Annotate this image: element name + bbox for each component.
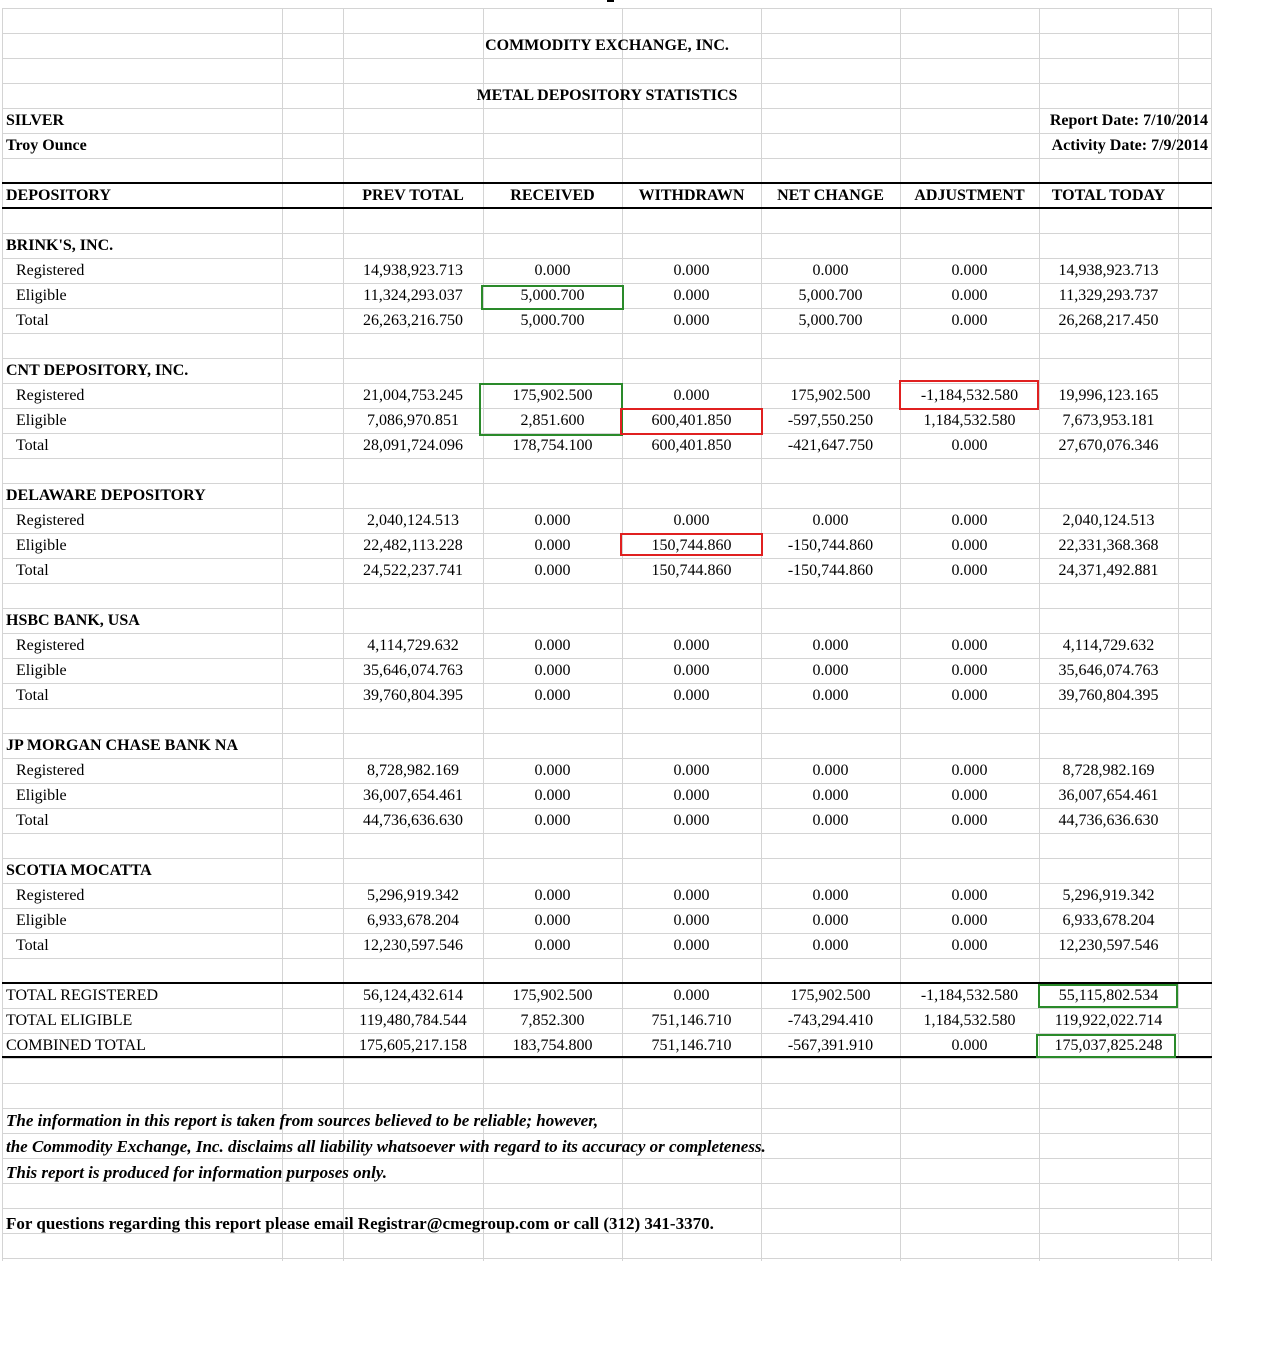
cell-received: 0.000 [534,262,571,279]
grid-hline [2,333,1212,334]
cell-total-today: 24,371,492.881 [1058,562,1159,579]
cell-adjustment: -1,184,532.580 [920,387,1019,404]
grid-hline [2,108,1212,109]
cell-received: 0.000 [534,762,571,779]
depository-header [2,858,1212,883]
cell-withdrawn: 0.000 [673,662,710,679]
row-label: Eligible [16,287,67,304]
cell-withdrawn: 751,146.710 [651,1037,732,1054]
depository-name: JP MORGAN CHASE BANK NA [6,737,239,754]
col-adjustment: ADJUSTMENT [914,187,1025,204]
cell-received: 183,754.800 [512,1037,593,1054]
cell-adjustment: 0.000 [951,887,988,904]
metal-name: SILVER [6,112,65,129]
cell-adjustment: 0.000 [951,762,988,779]
cell-withdrawn: 0.000 [673,762,710,779]
col-depository: DEPOSITORY [6,187,111,204]
cell-withdrawn: 751,146.710 [651,1012,732,1029]
disclaimer-line-2: the Commodity Exchange, Inc. disclaims all liability whatsoever with regard to its accuracy or completeness. [6,1137,766,1156]
cell-received: 175,902.500 [512,387,593,404]
cell-prev-total: 44,736,636.630 [363,812,463,829]
top-marker [607,0,614,2]
cell-prev-total: 22,482,113.228 [363,537,463,554]
cell-withdrawn: 0.000 [673,637,710,654]
disclaimer-line-1: The information in this report is taken from sources believed to be reliable; however, [6,1111,599,1130]
row-label: Eligible [16,912,67,929]
cell-net-change: 175,902.500 [790,387,871,404]
grid-hline [2,158,1212,159]
cell-net-change: 5,000.700 [798,312,863,329]
cell-total-today: 35,646,074.763 [1058,662,1159,679]
depository-row [2,933,1212,958]
row-label: Registered [16,512,85,529]
grid-hline [2,583,1212,584]
grid-hline [2,1208,1212,1209]
cell-total-today: 14,938,923.713 [1058,262,1159,279]
depository-row [2,883,1212,908]
grid-hline [2,1083,1212,1084]
highlight-box-green [481,285,624,310]
row-label: Eligible [16,787,67,804]
cell-net-change: 0.000 [812,912,849,929]
depository-header [2,483,1212,508]
cell-withdrawn: 150,744.860 [651,537,732,554]
cell-prev-total: 7,086,970.851 [367,412,459,429]
cell-received: 0.000 [534,662,571,679]
unit-label: Troy Ounce [6,137,87,154]
cell-withdrawn: 600,401.850 [651,412,732,429]
cell-adjustment: 0.000 [951,787,988,804]
row-label: Total [16,312,49,329]
row-label: Registered [16,387,85,404]
cell-withdrawn: 0.000 [673,312,710,329]
col-net-change: NET CHANGE [777,187,884,204]
depository-row [2,558,1212,583]
cell-adjustment: 0.000 [951,262,988,279]
cell-withdrawn: 0.000 [673,937,710,954]
depository-row [2,308,1212,333]
spreadsheet [2,8,1212,1261]
cell-net-change: 0.000 [812,637,849,654]
totals-row [2,1008,1212,1033]
grid-hline [2,833,1212,834]
depository-row [2,683,1212,708]
cell-total-today: 5,296,919.342 [1062,887,1155,904]
cell-received: 0.000 [534,912,571,929]
cell-prev-total: 6,933,678.204 [367,912,459,929]
depository-header [2,733,1212,758]
depository-header [2,608,1212,633]
cell-total-today: 8,728,982.169 [1062,762,1155,779]
highlight-box-red [899,380,1039,410]
cell-total-today: 55,115,802.534 [1058,987,1159,1004]
column-header-row [2,183,1212,208]
depository-name: SCOTIA MOCATTA [6,862,152,879]
cell-net-change: 0.000 [812,512,849,529]
cell-net-change: 0.000 [812,662,849,679]
col-withdrawn: WITHDRAWN [638,187,745,204]
cell-received: 5,000.700 [520,312,585,329]
cell-received: 5,000.700 [520,287,585,304]
cell-prev-total: 14,938,923.713 [363,262,463,279]
cell-adjustment: 0.000 [951,537,988,554]
row-label: Total [16,437,49,454]
cell-total-today: 119,922,022.714 [1054,1012,1163,1029]
activity-date: Activity Date: 7/9/2014 [1051,137,1208,154]
cell-net-change: 0.000 [812,262,849,279]
cell-adjustment: 0.000 [951,437,988,454]
cell-withdrawn: 0.000 [673,812,710,829]
depository-row [2,908,1212,933]
totals-label: TOTAL REGISTERED [6,987,159,1004]
cell-withdrawn: 0.000 [673,512,710,529]
cell-prev-total: 5,296,919.342 [367,887,459,904]
col-total-today: TOTAL TODAY [1051,187,1166,204]
cell-received: 0.000 [534,937,571,954]
report-date: Report Date: 7/10/2014 [1049,112,1208,129]
totals-label: COMBINED TOTAL [6,1037,146,1054]
cell-adjustment: 0.000 [951,562,988,579]
cell-net-change: 0.000 [812,762,849,779]
cell-prev-total: 4,114,729.632 [367,637,459,654]
cell-net-change: 0.000 [812,887,849,904]
cell-total-today: 22,331,368.368 [1058,537,1159,554]
cell-prev-total: 39,760,804.395 [363,687,463,704]
cell-withdrawn: 600,401.850 [651,437,732,454]
row-label: Registered [16,637,85,654]
depository-row [2,433,1212,458]
cell-withdrawn: 0.000 [673,262,710,279]
cell-net-change: -421,647.750 [787,437,874,454]
cell-withdrawn: 0.000 [673,387,710,404]
cell-total-today: 36,007,654.461 [1058,787,1159,804]
cell-total-today: 39,760,804.395 [1058,687,1159,704]
cell-adjustment: 0.000 [951,1037,988,1054]
cell-prev-total: 175,605,217.158 [359,1037,467,1054]
highlight-box-green [1036,1034,1176,1058]
cell-prev-total: 28,091,724.096 [363,437,463,454]
cell-prev-total: 21,004,753.245 [363,387,463,404]
report-title: METAL DEPOSITORY STATISTICS [476,87,738,104]
totals-rule-top [2,982,1212,984]
highlight-box-red [620,533,763,556]
cell-received: 175,902.500 [512,987,593,1004]
cell-total-today: 44,736,636.630 [1058,812,1159,829]
depository-name: DELAWARE DEPOSITORY [6,487,206,504]
cell-prev-total: 2,040,124.513 [367,512,459,529]
cell-total-today: 2,040,124.513 [1062,512,1155,529]
cell-received: 0.000 [534,562,571,579]
cell-received: 2,851.600 [520,412,585,429]
cell-net-change: -150,744.860 [787,537,874,554]
cell-withdrawn: 0.000 [673,887,710,904]
cell-net-change: -567,391.910 [787,1037,874,1054]
cell-total-today: 4,114,729.632 [1062,637,1155,654]
exchange-title: COMMODITY EXCHANGE, INC. [485,37,729,54]
cell-net-change: 5,000.700 [798,287,863,304]
cell-total-today: 19,996,123.165 [1058,387,1159,404]
cell-prev-total: 26,263,216.750 [363,312,463,329]
depository-row [2,533,1212,558]
col-received: RECEIVED [510,187,595,204]
cell-withdrawn: 150,744.860 [651,562,732,579]
depository-row [2,508,1212,533]
cell-adjustment: 0.000 [951,912,988,929]
totals-label: TOTAL ELIGIBLE [6,1012,133,1029]
cell-total-today: 26,268,217.450 [1058,312,1159,329]
cell-withdrawn: 0.000 [673,287,710,304]
cell-prev-total: 11,324,293.037 [363,287,463,304]
cell-received: 0.000 [534,512,571,529]
grid-hline [2,1258,1212,1259]
totals-row [2,1033,1212,1058]
cell-adjustment: -1,184,532.580 [920,987,1019,1004]
cell-net-change: 175,902.500 [790,987,871,1004]
cell-total-today: 27,670,076.346 [1058,437,1159,454]
cell-withdrawn: 0.000 [673,987,710,1004]
highlight-box-green [1038,984,1178,1008]
cell-prev-total: 12,230,597.546 [363,937,463,954]
depository-row [2,783,1212,808]
depository-row [2,658,1212,683]
cell-adjustment: 1,184,532.580 [923,412,1016,429]
depository-name: HSBC BANK, USA [6,612,140,629]
row-label: Registered [16,262,85,279]
cell-adjustment: 0.000 [951,512,988,529]
cell-received: 7,852.300 [520,1012,585,1029]
cell-net-change: -743,294.410 [787,1012,874,1029]
cell-net-change: -597,550.250 [787,412,874,429]
cell-total-today: 175,037,825.248 [1054,1037,1163,1054]
depository-name: BRINK'S, INC. [6,237,114,254]
cell-prev-total: 35,646,074.763 [363,662,463,679]
cell-withdrawn: 0.000 [673,787,710,804]
totals-row [2,983,1212,1008]
cell-net-change: -150,744.860 [787,562,874,579]
cell-prev-total: 8,728,982.169 [367,762,459,779]
cell-prev-total: 36,007,654.461 [363,787,463,804]
highlight-box-green [479,383,623,436]
row-label: Total [16,937,49,954]
grid-hline [2,1058,1212,1059]
row-label: Total [16,687,49,704]
contact-info: For questions regarding this report please email Registrar@cmegroup.com or call (312) 341-3370. [6,1214,714,1233]
row-label: Total [16,812,49,829]
cell-received: 0.000 [534,887,571,904]
grid-hline [2,458,1212,459]
totals-rule-bottom [2,1056,1212,1058]
depository-row [2,808,1212,833]
cell-received: 0.000 [534,537,571,554]
depository-row [2,633,1212,658]
header-rule-bottom [2,207,1212,209]
row-label: Eligible [16,662,67,679]
cell-prev-total: 56,124,432.614 [363,987,463,1004]
grid-hline [2,708,1212,709]
cell-adjustment: 1,184,532.580 [923,1012,1016,1029]
cell-total-today: 6,933,678.204 [1062,912,1155,929]
cell-total-today: 11,329,293.737 [1058,287,1159,304]
row-label: Registered [16,887,85,904]
cell-withdrawn: 0.000 [673,912,710,929]
grid-hline [2,133,1212,134]
cell-net-change: 0.000 [812,937,849,954]
highlight-box-red [620,408,763,435]
cell-adjustment: 0.000 [951,287,988,304]
grid-hline [2,8,1212,9]
cell-total-today: 12,230,597.546 [1058,937,1159,954]
cell-received: 0.000 [534,812,571,829]
cell-net-change: 0.000 [812,687,849,704]
grid-hline [2,958,1212,959]
cell-received: 0.000 [534,687,571,704]
row-label: Eligible [16,537,67,554]
cell-adjustment: 0.000 [951,812,988,829]
row-label: Total [16,562,49,579]
row-label: Eligible [16,412,67,429]
disclaimer-line-3: This report is produced for information purposes only. [6,1163,387,1182]
cell-prev-total: 24,522,237.741 [363,562,463,579]
depository-row [2,758,1212,783]
depository-header [2,233,1212,258]
depository-name: CNT DEPOSITORY, INC. [6,362,189,379]
cell-total-today: 7,673,953.181 [1062,412,1155,429]
cell-net-change: 0.000 [812,787,849,804]
cell-adjustment: 0.000 [951,687,988,704]
cell-adjustment: 0.000 [951,937,988,954]
cell-net-change: 0.000 [812,812,849,829]
grid-hline [2,58,1212,59]
cell-received: 178,754.100 [512,437,593,454]
cell-prev-total: 119,480,784.544 [359,1012,467,1029]
cell-received: 0.000 [534,787,571,804]
cell-adjustment: 0.000 [951,662,988,679]
cell-withdrawn: 0.000 [673,687,710,704]
cell-received: 0.000 [534,637,571,654]
col-prev-total: PREV TOTAL [362,187,464,204]
cell-adjustment: 0.000 [951,637,988,654]
row-label: Registered [16,762,85,779]
depository-row [2,258,1212,283]
cell-adjustment: 0.000 [951,312,988,329]
